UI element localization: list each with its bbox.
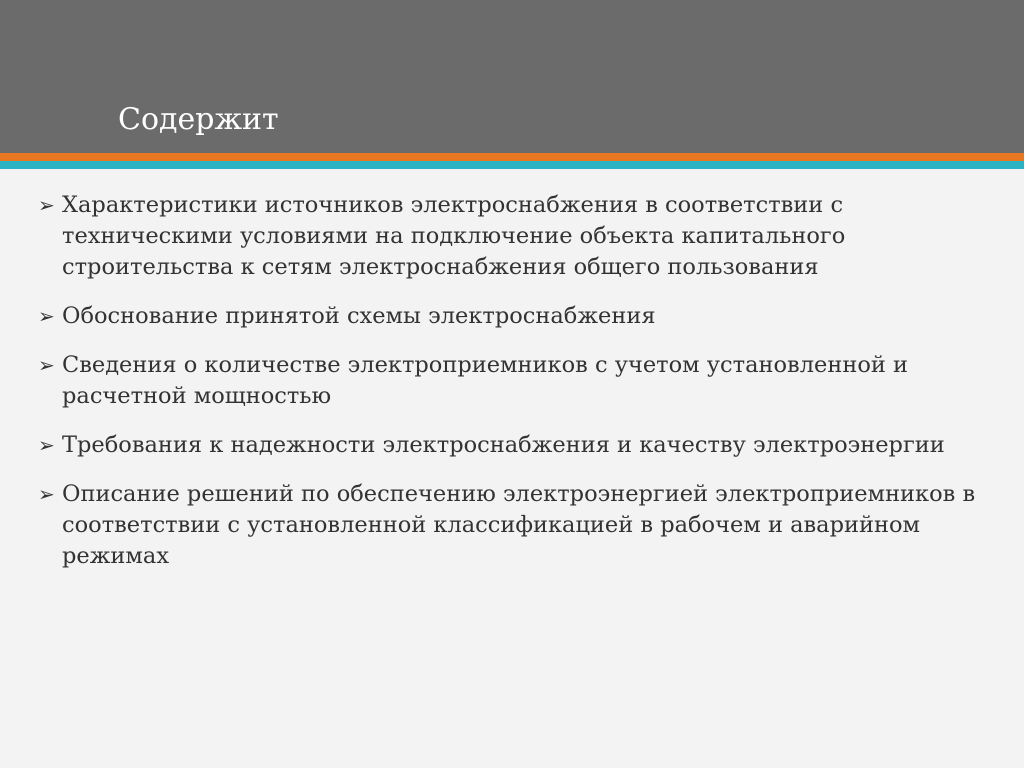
- list-item: [36, 479, 996, 572]
- accent-stripe-teal: [0, 161, 1024, 169]
- bullet-text: Характеристики источников электроснабжения в соответствии с техническими условиями на подключение объекта капитального строительства к сетям электроснабжения общего пользования: [62, 192, 846, 280]
- list-item: [36, 350, 996, 412]
- bullet-text: Требования к надежности электроснабжения и качеству электроэнергии: [62, 432, 945, 458]
- slide-title: Содержит: [118, 102, 279, 137]
- arrowhead-bullet-icon: ➢: [38, 304, 55, 328]
- bullet-list: [36, 190, 996, 590]
- list-item: [36, 430, 996, 461]
- bullet-text: Сведения о количестве электроприемников с учетом установленной и расчетной мощностью: [62, 352, 909, 409]
- accent-stripe-orange: [0, 153, 1024, 161]
- list-item: [36, 190, 996, 283]
- arrowhead-bullet-icon: ➢: [38, 433, 55, 457]
- arrowhead-bullet-icon: ➢: [38, 482, 55, 506]
- title-banner: [0, 0, 1024, 153]
- bullet-text: Описание решений по обеспечению электроэнергией электроприемников в соответствии с установленной классификацией в рабочем и аварийном режимах: [62, 481, 976, 569]
- arrowhead-bullet-icon: ➢: [38, 353, 55, 377]
- arrowhead-bullet-icon: ➢: [38, 193, 55, 217]
- list-item: [36, 301, 996, 332]
- bullet-text: Обоснование принятой схемы электроснабжения: [62, 303, 656, 329]
